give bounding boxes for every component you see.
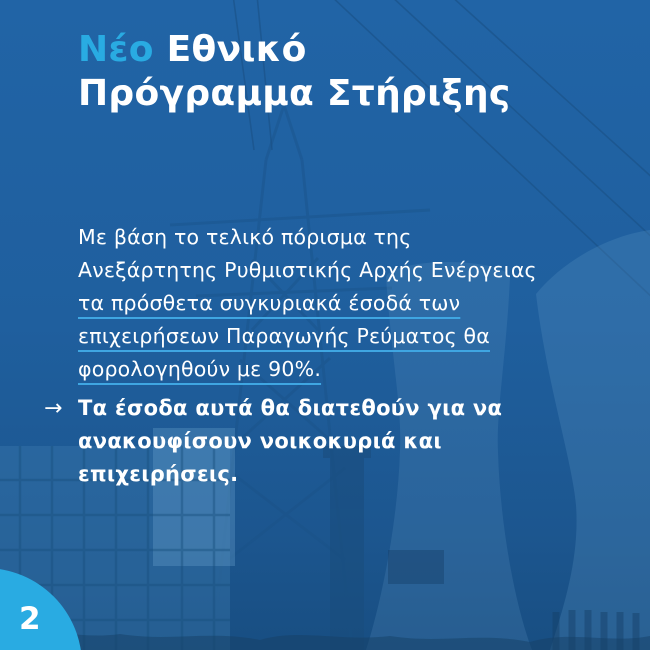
body-line-underlined: τα πρόσθετα συγκυριακά έσοδά των (78, 291, 461, 315)
arrow-icon: → (44, 396, 63, 421)
title-line1-rest: Εθνικό (166, 29, 307, 70)
bullet-line: Τα έσοδα αυτά θα διατεθούν για να (78, 396, 503, 420)
bullet-line: ανακουφίσουν νοικοκυριά και (78, 429, 442, 453)
body-line: Ανεξάρτητης Ρυθμιστικής Αρχής Ενέργειας (78, 258, 537, 282)
bullet-item (44, 392, 502, 491)
body-line-underlined: επιχειρήσεων Παραγωγής Ρεύματος θα (78, 324, 491, 348)
page-title (78, 28, 511, 116)
page-number: 2 (19, 601, 41, 637)
bullet-text (78, 392, 502, 491)
title-line-1 (78, 28, 511, 72)
title-line-2: Πρόγραμμα Στήριξης (78, 73, 511, 114)
body-line: Με βάση το τελικό πόρισμα της (78, 225, 412, 249)
title-accent: Νέο (78, 29, 154, 70)
bullet-line: επιχειρήσεις. (78, 462, 239, 486)
body-paragraph (78, 221, 537, 386)
body-line-underlined: φορολογηθούν με 90%. (78, 357, 322, 381)
